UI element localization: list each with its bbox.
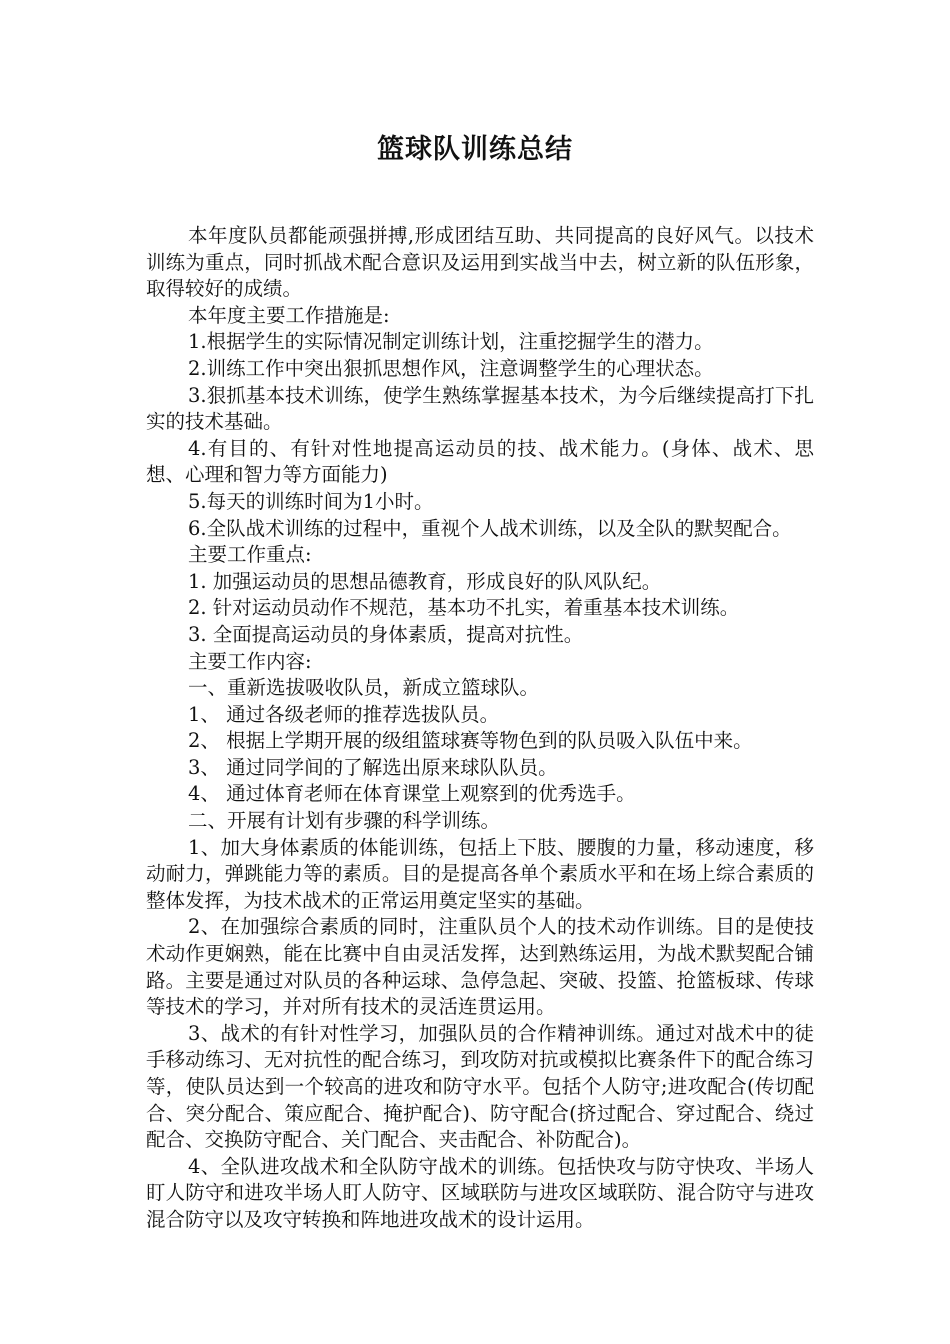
paragraph-section-1-item-2: 2、 根据上学期开展的级组篮球赛等物色到的队员吸入队伍中来。: [188, 729, 753, 753]
document-body: [146, 223, 814, 1234]
paragraph-section-2-item-4: 4、全队进攻战术和全队防守战术的训练。包括快攻与防守快攻、半场人盯人防守和进攻半场人盯人防守、区域联防与进攻区域联防、混合防守与进攻混合防守以及攻守转换和阵地进攻战术的设计运用。: [146, 1154, 814, 1231]
paragraph-section-1-item-1: 1、 通过各级老师的推荐选拔队员。: [188, 702, 500, 726]
paragraph-section-2-item-3: 3、战术的有针对性学习，加强队员的合作精神训练。通过对战术中的徒手移动练习、无对抗性的配合练习，到攻防对抗或模拟比赛条件下的配合练习等，使队员达到一个较高的进攻和防守水平。包括个人防守;进攻配合(传切配合、突分配合、策应配合、掩护配合)、防守配合(挤过配合、穿过配合、绕过配合、交换防守配合、关门配合、夹击配合、补防配合)。: [146, 1021, 814, 1152]
paragraph-measure-3: 3.狠抓基本技术训练，使学生熟练掌握基本技术，为今后继续提高打下扎实的技术基础。: [146, 383, 814, 434]
paragraph-focus-1: 1. 加强运动员的思想品德教育，形成良好的队风队纪。: [188, 569, 662, 593]
paragraph-section-2: 二、开展有计划有步骤的科学训练。: [188, 809, 501, 833]
paragraph-focus-2: 2. 针对运动员动作不规范，基本功不扎实，着重基本技术训练。: [188, 596, 740, 620]
paragraph-intro: 本年度队员都能顽强拼搏,形成团结互助、共同提高的良好风气。以技术训练为重点，同时抓战术配合意识及运用到实战当中去，树立新的队伍形象，取得较好的成绩。: [146, 224, 814, 301]
paragraph-section-1: 一、重新选拔吸收队员，新成立篮球队。: [188, 676, 540, 700]
paragraph-measures-heading: 本年度主要工作措施是:: [188, 303, 390, 327]
paragraph-measure-2: 2.训练工作中突出狠抓思想作风，注意调整学生的心理状态。: [188, 356, 714, 380]
paragraph-section-2-item-2: 2、在加强综合素质的同时，注重队员个人的技术动作训练。目的是使技术动作更娴熟，能在比赛中自由灵活发挥，达到熟练运用，为战术默契配合铺路。主要是通过对队员的各种运球、急停急起、突破、投篮、抢篮板球、传球等技术的学习，并对所有技术的灵活连贯运用。: [146, 915, 814, 1019]
paragraph-section-1-item-4: 4、 通过体育老师在体育课堂上观察到的优秀选手。: [188, 782, 636, 806]
paragraph-focus-3: 3. 全面提高运动员的身体素质，提高对抗性。: [188, 622, 584, 646]
paragraph-focus-heading: 主要工作重点:: [188, 543, 312, 567]
paragraph-measure-1: 1.根据学生的实际情况制定训练计划，注重挖掘学生的潜力。: [188, 330, 714, 354]
paragraph-measure-4: 4.有目的、有针对性地提高运动员的技、战术能力。(身体、战术、思想、心理和智力等方面能力): [146, 436, 814, 487]
paragraph-measure-5: 5.每天的训练时间为1小时。: [188, 489, 434, 513]
paragraph-section-2-item-1: 1、加大身体素质的体能训练，包括上下肢、腰腹的力量，移动速度，移动耐力，弹跳能力等的素质。目的是提高各单个素质水平和在场上综合素质的整体发挥，为技术战术的正常运用奠定坚实的基础。: [146, 835, 814, 912]
document-title: 篮球队训练总结: [377, 134, 573, 165]
paragraph-measure-6: 6.全队战术训练的过程中，重视个人战术训练，以及全队的默契配合。: [188, 516, 792, 540]
paragraph-content-heading: 主要工作内容:: [188, 649, 312, 673]
paragraph-section-1-item-3: 3、 通过同学间的了解选出原来球队队员。: [188, 755, 558, 779]
